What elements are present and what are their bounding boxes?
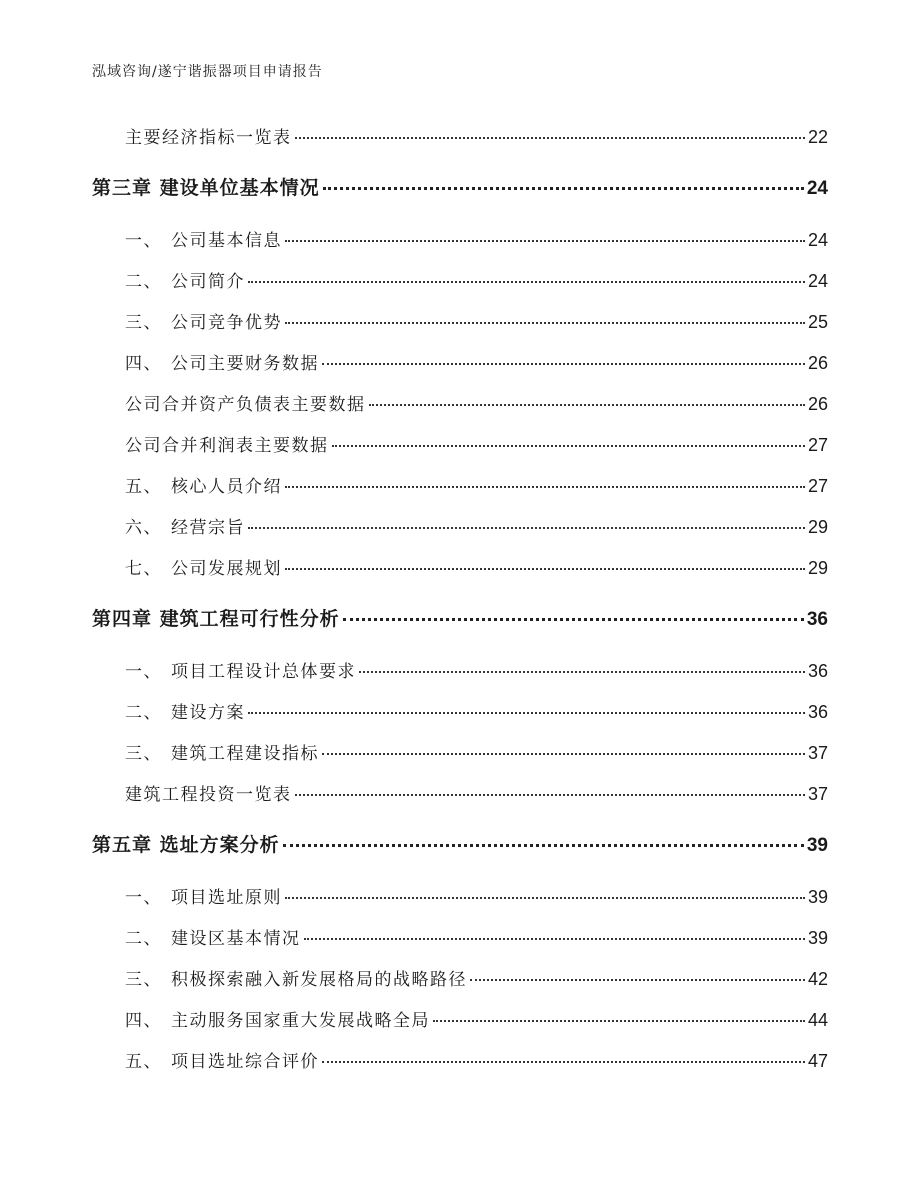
dot-leader bbox=[285, 322, 805, 324]
toc-entry-number: 三、 bbox=[125, 313, 162, 333]
toc-entry-number: 三、 bbox=[125, 744, 162, 764]
dot-leader bbox=[322, 753, 805, 755]
toc-page-number: 39 bbox=[807, 928, 828, 948]
toc-entry-label: 公司简介 bbox=[171, 272, 245, 292]
toc-page-number: 42 bbox=[807, 969, 828, 989]
toc-entry-label: 项目选址原则 bbox=[171, 888, 282, 908]
toc-entry[interactable] bbox=[125, 924, 828, 948]
toc-page-number: 39 bbox=[807, 887, 828, 907]
toc-page-number: 29 bbox=[807, 517, 828, 537]
toc-entry[interactable] bbox=[125, 883, 828, 907]
toc-entry-number: 四、 bbox=[125, 354, 162, 374]
toc-entry-label: 公司发展规划 bbox=[171, 559, 282, 579]
toc-entry[interactable] bbox=[125, 226, 828, 250]
toc-entry[interactable] bbox=[125, 780, 828, 804]
toc-entry-number: 一、 bbox=[125, 231, 162, 251]
dot-leader bbox=[359, 671, 805, 673]
dot-leader bbox=[470, 979, 805, 981]
toc-page-number: 22 bbox=[807, 127, 828, 147]
dot-leader bbox=[322, 363, 805, 365]
toc-entry[interactable] bbox=[125, 349, 828, 373]
toc-entry-label: 建设区基本情况 bbox=[171, 929, 301, 949]
toc-entry-label: 公司合并资产负债表主要数据 bbox=[125, 395, 366, 415]
toc-entry-label: 项目选址综合评价 bbox=[171, 1052, 319, 1072]
toc-entry-number: 七、 bbox=[125, 559, 162, 579]
toc-entry-label: 核心人员介绍 bbox=[171, 477, 282, 497]
toc-chapter-entry[interactable] bbox=[92, 604, 828, 630]
dot-leader bbox=[248, 712, 805, 714]
toc-entry-label: 主要经济指标一览表 bbox=[125, 128, 292, 148]
toc-entry-label: 建设方案 bbox=[171, 703, 245, 723]
toc-entry[interactable] bbox=[125, 739, 828, 763]
toc-entry-label: 公司基本信息 bbox=[171, 231, 282, 251]
dot-leader bbox=[285, 568, 805, 570]
toc-entry[interactable] bbox=[125, 698, 828, 722]
toc-entry-number: 二、 bbox=[125, 929, 162, 949]
toc-chapter-label: 第五章 选址方案分析 bbox=[92, 834, 280, 856]
toc-entry-number: 一、 bbox=[125, 888, 162, 908]
toc-entry[interactable] bbox=[125, 472, 828, 496]
toc-page-number: 29 bbox=[807, 558, 828, 578]
toc-entry[interactable] bbox=[125, 308, 828, 332]
toc-entry-label: 主动服务国家重大发展战略全局 bbox=[171, 1011, 430, 1031]
toc-entry[interactable] bbox=[125, 1047, 828, 1071]
toc-entry-label: 公司合并利润表主要数据 bbox=[125, 436, 329, 456]
toc-entry-number: 六、 bbox=[125, 518, 162, 538]
toc-entry-number: 五、 bbox=[125, 477, 162, 497]
dot-leader bbox=[323, 187, 804, 190]
toc-page-number: 36 bbox=[807, 661, 828, 681]
toc-page-number: 27 bbox=[807, 476, 828, 496]
dot-leader bbox=[285, 897, 805, 899]
toc-entry-label: 公司主要财务数据 bbox=[171, 354, 319, 374]
dot-leader bbox=[248, 527, 805, 529]
toc-page-number: 26 bbox=[807, 353, 828, 373]
toc-entry[interactable] bbox=[125, 267, 828, 291]
toc-chapter-entry[interactable] bbox=[92, 173, 828, 199]
dot-leader bbox=[433, 1020, 805, 1022]
toc-page-number: 24 bbox=[807, 230, 828, 250]
toc-page-number: 27 bbox=[807, 435, 828, 455]
toc-page-number: 37 bbox=[807, 784, 828, 804]
toc-page-number: 44 bbox=[807, 1010, 828, 1030]
toc-entry-label: 积极探索融入新发展格局的战略路径 bbox=[171, 970, 467, 990]
toc-chapter-label: 第四章 建筑工程可行性分析 bbox=[92, 608, 340, 630]
toc-page-number: 36 bbox=[807, 702, 828, 722]
toc-entry[interactable] bbox=[125, 390, 828, 414]
toc-page-number: 36 bbox=[806, 609, 828, 630]
dot-leader bbox=[322, 1061, 805, 1063]
toc-entry-label: 经营宗旨 bbox=[171, 518, 245, 538]
toc-entry-number: 三、 bbox=[125, 970, 162, 990]
dot-leader bbox=[295, 794, 805, 796]
toc-entry-number: 一、 bbox=[125, 662, 162, 682]
toc-entry-label: 建筑工程建设指标 bbox=[171, 744, 319, 764]
toc-page-number: 39 bbox=[806, 835, 828, 856]
toc-entry-number: 五、 bbox=[125, 1052, 162, 1072]
toc-page-number: 37 bbox=[807, 743, 828, 763]
toc-entry[interactable] bbox=[125, 431, 828, 455]
toc-entry[interactable] bbox=[125, 554, 828, 578]
toc-page-number: 24 bbox=[806, 178, 828, 199]
dot-leader bbox=[248, 281, 805, 283]
dot-leader bbox=[285, 486, 805, 488]
toc-chapter-entry[interactable] bbox=[92, 830, 828, 856]
toc-chapter-label: 第三章 建设单位基本情况 bbox=[92, 177, 320, 199]
dot-leader bbox=[285, 240, 805, 242]
toc-entry-number: 四、 bbox=[125, 1011, 162, 1031]
toc-entry[interactable] bbox=[125, 965, 828, 989]
dot-leader bbox=[343, 618, 804, 621]
toc-page-number: 24 bbox=[807, 271, 828, 291]
toc-entry-number: 二、 bbox=[125, 703, 162, 723]
dot-leader bbox=[332, 445, 805, 447]
toc-entry-number: 二、 bbox=[125, 272, 162, 292]
toc-entry-label: 建筑工程投资一览表 bbox=[125, 785, 292, 805]
toc-page-number: 25 bbox=[807, 312, 828, 332]
toc-entry-label: 公司竞争优势 bbox=[171, 313, 282, 333]
toc-page-number: 26 bbox=[807, 394, 828, 414]
toc-entry[interactable] bbox=[125, 657, 828, 681]
toc-entry-label: 项目工程设计总体要求 bbox=[171, 662, 356, 682]
dot-leader bbox=[283, 844, 804, 847]
dot-leader bbox=[369, 404, 805, 406]
toc-entry[interactable] bbox=[125, 1006, 828, 1030]
toc-entry[interactable] bbox=[125, 513, 828, 537]
dot-leader bbox=[304, 938, 805, 940]
toc-page-number: 47 bbox=[807, 1051, 828, 1071]
dot-leader bbox=[295, 137, 805, 139]
document-header: 泓域咨询/遂宁谐振器项目申请报告 bbox=[92, 64, 323, 80]
toc-entry[interactable] bbox=[125, 123, 828, 147]
